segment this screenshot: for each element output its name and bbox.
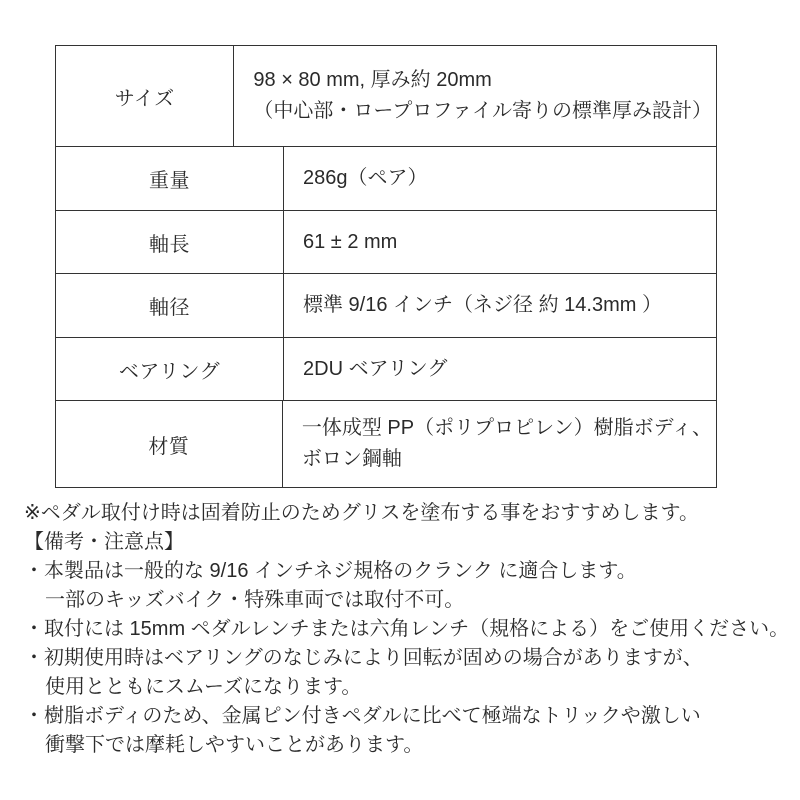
- value-line: 61 ± 2 mm: [303, 230, 398, 253]
- spec-table: [55, 45, 717, 488]
- row-value-weight: [284, 147, 716, 210]
- row-label-axle-length: 軸長: [56, 211, 284, 273]
- value-line: ボロン鋼軸: [301, 448, 402, 470]
- row-value-material: [283, 401, 716, 487]
- value-line: （中心部・ロープロファイル寄りの標準厚み設計）: [253, 100, 712, 122]
- row-label-axle-diameter: 軸径: [56, 274, 284, 337]
- note-item-durability: [24, 702, 794, 760]
- note-line: ・初期使用時はベアリングのなじみにより回転が固めの場合がありますが、: [24, 647, 703, 669]
- table-row-size: [56, 46, 716, 147]
- table-row-axle-length: [56, 211, 716, 274]
- grease-note: ※ペダル取付け時は固着防止のためグリスを塗布する事をおすすめします。: [24, 502, 699, 524]
- value-line: 2DU ベアリング: [303, 357, 448, 380]
- note-item-compatibility: [24, 557, 794, 615]
- note-item-tools: [24, 615, 794, 644]
- note-line: ・本製品は一般的な 9/16 インチネジ規格のクランク に適合します。: [24, 560, 637, 582]
- row-value-axle-diameter: [284, 274, 716, 337]
- row-label-material: 材質: [56, 401, 283, 487]
- note-line-continuation: 使用とともにスムーズになります。: [45, 676, 362, 698]
- note-line: ・取付には 15mm ペダルレンチまたは六角レンチ（規格による）をご使用ください。: [24, 618, 790, 640]
- note-line-continuation: 衝撃下では摩耗しやすいことがあります。: [45, 734, 424, 756]
- table-row-bearing: [56, 338, 716, 401]
- value-line: 286g（ペア）: [303, 167, 428, 189]
- table-row-weight: [56, 147, 716, 211]
- row-label-weight: 重量: [56, 147, 284, 210]
- note-line-continuation: 一部のキッズバイク・特殊車両では取付不可。: [45, 589, 465, 611]
- note-line: ・樹脂ボディのため、金属ピン付きペダルに比べて極端なトリックや激しい: [24, 705, 701, 727]
- value-line: 一体成型 PP（ポリプロピレン）樹脂ボディ、: [301, 417, 712, 439]
- notes-heading: 【備考・注意点】: [24, 531, 184, 553]
- row-value-bearing: [284, 338, 716, 400]
- notes-section: [24, 499, 794, 760]
- row-value-axle-length: [284, 211, 716, 273]
- table-row-axle-diameter: [56, 274, 716, 338]
- note-item-break-in: [24, 644, 794, 702]
- value-line: 標準 9/16 インチ（ネジ径 約 14.3mm ）: [303, 294, 662, 316]
- row-label-bearing: ベアリング: [56, 338, 284, 400]
- row-value-size: [234, 46, 716, 146]
- value-line: 98 × 80 mm, 厚み約 20mm: [253, 69, 492, 91]
- table-row-material: [56, 401, 716, 487]
- row-label-size: サイズ: [56, 46, 234, 146]
